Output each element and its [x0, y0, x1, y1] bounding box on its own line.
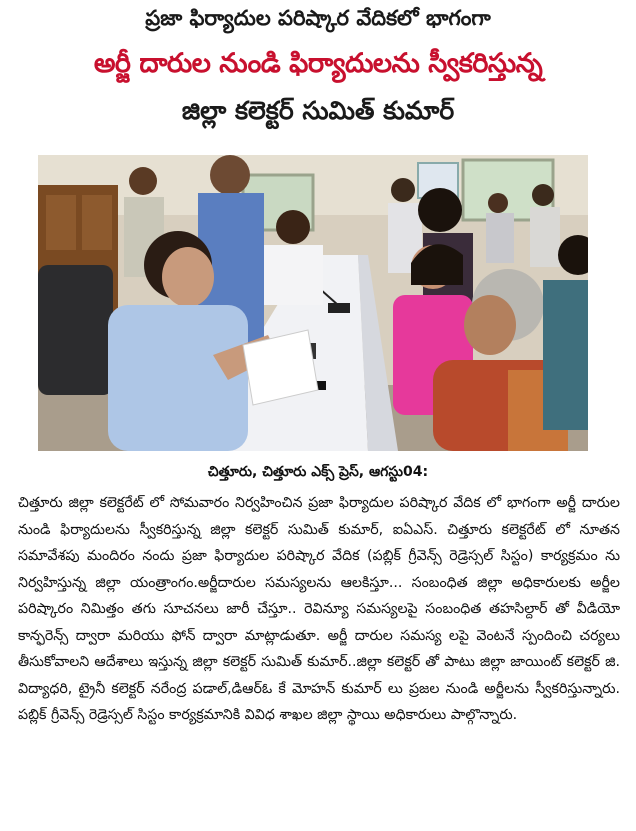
dateline: చిత్తూరు, చిత్తూరు ఎక్స్ ప్రెస్, ఆగస్టు04: — [207, 464, 429, 480]
article-body: చిత్తూరు జిల్లా కలెక్టరేట్ లో సోమవారం నిర్వహించిన ప్రజా ఫిర్యాదుల పరిష్కార వేదిక లో భాగంగా అర్జీ దారుల నుండి ఫిర్యాదులను స్వీకరిస్తున్న జిల్లా కలెక్టర్ సుమిత్ కుమార్, ఐఏఎస్. చిత్తూరు కలెక్టరేట్ లో నూతన సమావేశపు మందిరం నందు ప్రజా ఫిర్యాదుల పరిష్కార వేదిక (పబ్లిక్ గ్రీవెన్స్ రెడ్రెస్సల్ సిస్టం) కార్యక్రమం ను నిర్వహిస్తున్న జిల్లా యంత్రాంగం.అర్జీదారుల సమస్యలను ఆలకిస్తూ... సంబంధిత జిల్లా అధికారులకు అర్జీల పరిష్కారం నిమిత్తం తగు సూచనలు జారీ చేస్తూ.. రెవిన్యూ సమస్యలపై సంబంధిత తహసిల్దార్ తో వీడియో కాన్ఫరెన్స్ ద్వారా మరియు ఫోన్ ద్వారా మాట్లాడుతూ. అర్జీ దారుల సమస్య లపై వెంటనే స్పందించి చర్యలు తీసుకోవాలని ఆదేశాలు ఇస్తున్న జిల్లా కలెక్టర్ సుమిత్ కుమార్..జిల్లా కలెక్టర్ తో పాటు జిల్లా జాయింట్ కలెక్టర్ జి. విద్యాధరి, ట్రైనీ కలెక్టర్ నరేంద్ర పడాల్,డిఆర్ఓ కే మోహన్ కుమార్ లు ప్రజల నుండి అర్జీలను స్వీకరిస్తున్నారు. పబ్లిక్ గ్రీవెన్స్ రెడ్రెస్సల్ సిస్టం కార్యక్రమానికి వివిధ శాఖల జిల్లా స్థాయి అధికారులు పాల్గొన్నారు. — [18, 495, 620, 723]
headline-line-3: జిల్లా కలెక్టర్ సుమిత్ కుమార్ — [181, 96, 455, 125]
headline-line-2: అర్జీ దారుల నుండి ఫిర్యాదులను స్వీకరిస్తున్న — [93, 48, 543, 79]
headline-line-1: ప్రజా ఫిర్యాదుల పరిష్కార వేదికలో భాగంగా — [145, 6, 491, 30]
news-photo — [38, 155, 588, 451]
